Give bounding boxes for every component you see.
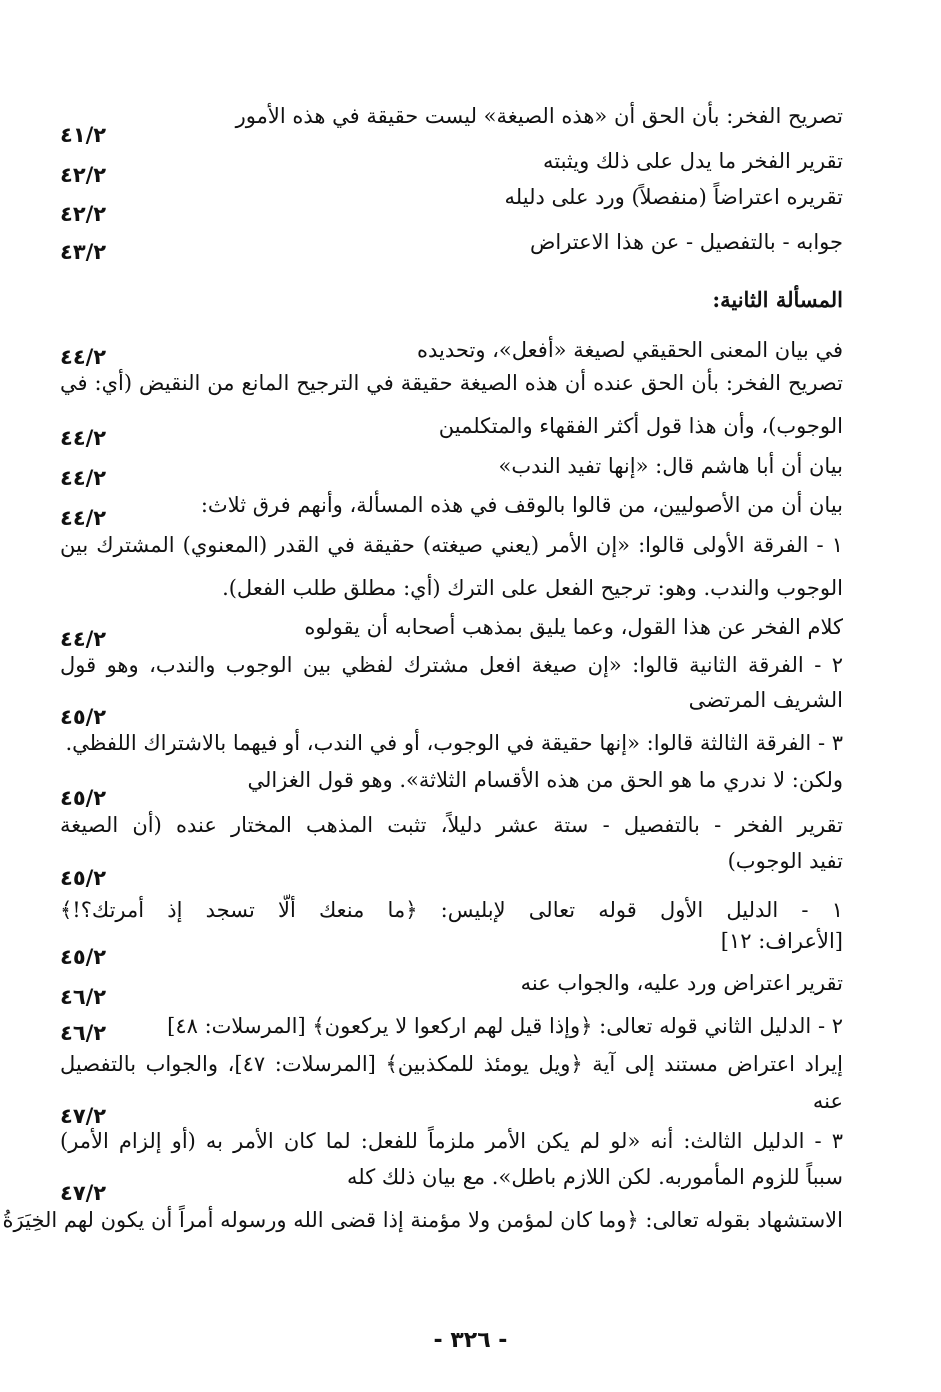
page-reference: ٤١/٢: [60, 123, 107, 147]
page-reference: ٤٦/٢: [60, 1021, 107, 1045]
index-entry: الشريف المرتضى: [688, 688, 843, 712]
index-entry: ولكن: لا ندري ما هو الحق من هذه الأقسام الثلاثة». وهو قول الغزالي: [247, 768, 843, 792]
page-reference: ٤٤/٢: [60, 506, 107, 530]
index-entry: ١ - الدليل الأول قوله تعالى لإبليس: ﴿ما منعك ألّا تسجد إذ أمرتك؟!﴾: [60, 898, 843, 922]
page-reference: ٤٥/٢: [60, 945, 107, 969]
section-heading: المسألة الثانية:: [712, 287, 843, 312]
page-reference: ٤٢/٢: [60, 202, 107, 226]
page-reference: ٤٧/٢: [60, 1181, 107, 1205]
index-entry: الاستشهاد بقوله تعالى: ﴿وما كان لمؤمن ولا مؤمنة إذا قضى الله ورسوله أمراً أن يكون لهم الخِيَرَةُ: [2, 1208, 843, 1232]
index-entry: بيان أن من الأصوليين، من قالوا بالوقف في هذه المسألة، وأنهم فرق ثلاث:: [200, 493, 843, 517]
index-entry: ٢ - الفرقة الثانية قالوا: «إن صيغة افعل مشترك لفظي بين الوجوب والندب، وهو قول: [60, 653, 843, 677]
page-reference: ٤٥/٢: [60, 705, 107, 729]
index-entry: تقرير الفخر ما يدل على ذلك ويثبته: [543, 149, 843, 173]
index-entry: في بيان المعنى الحقيقي لصيغة «أفعل»، وتحديده: [417, 338, 843, 362]
index-entry: ٣ - الدليل الثالث: أنه «لو لم يكن الأمر ملزماً للفعل: لما كان الأمر به (أو إلزام الأمر): [60, 1129, 843, 1153]
index-entry: تفيد الوجوب): [727, 849, 843, 873]
page-reference: ٤٢/٢: [60, 163, 107, 187]
index-entry: إيراد اعتراض مستند إلى آية ﴿ويل يومئذ للمكذبين﴾ [المرسلات: ٤٧]، والجواب بالتفصيل: [60, 1052, 843, 1076]
page-reference: ٤٣/٢: [60, 240, 107, 264]
index-entry: ٣ - الفرقة الثالثة قالوا: «إنها حقيقة في الوجوب، أو في الندب، أو فيهما بالاشتراك اللفظي.: [65, 731, 843, 755]
index-entry: تقريره اعتراضاً (منفصلاً) ورد على دليله: [504, 185, 843, 209]
page-reference: ٤٤/٢: [60, 627, 107, 651]
page-reference: ٤٤/٢: [60, 466, 107, 490]
page-reference: ٤٤/٢: [60, 345, 107, 369]
page-reference: ٤٤/٢: [60, 426, 107, 450]
page-reference: ٤٧/٢: [60, 1104, 107, 1128]
index-entry: كلام الفخر عن هذا القول، وعما يليق بمذهب أصحابه أن يقولوه: [304, 615, 843, 639]
index-entry: تقرير الفخر - بالتفصيل - ستة عشر دليلاً، تثبت المذهب المختار عنده (أن الصيغة: [60, 813, 843, 837]
index-entry: تقرير اعتراض ورد عليه، والجواب عنه: [520, 971, 843, 995]
page-reference: ٤٥/٢: [60, 786, 107, 810]
index-entry: ٢ - الدليل الثاني قوله تعالى: ﴿وإذا قيل لهم اركعوا لا يركعون﴾ [المرسلات: ٤٨]: [167, 1014, 843, 1038]
index-entry: عنه: [812, 1089, 843, 1113]
index-entry: جوابه - بالتفصيل - عن هذا الاعتراض: [529, 230, 843, 254]
page-number: - ٣٢٦ -: [433, 1328, 508, 1353]
index-entry: بيان أن أبا هاشم قال: «إنها تفيد الندب»: [498, 454, 843, 478]
index-entry: تصريح الفخر: بأن الحق عنده أن هذه الصيغة حقيقة في الترجيح المانع من النقيض (أي: في: [60, 371, 843, 395]
page-reference: ٤٥/٢: [60, 866, 107, 890]
index-entry: تصريح الفخر: بأن الحق أن «هذه الصيغة» ليست حقيقة في هذه الأمور: [235, 104, 843, 128]
index-entry: [الأعراف: ١٢]: [720, 929, 843, 953]
index-entry: الوجوب والندب. وهو: ترجيح الفعل على الترك (أي: مطلق طلب الفعل).: [222, 576, 843, 600]
index-entry: سبباً للزوم المأموربه. لكن اللازم باطل». مع بيان ذلك كله: [347, 1165, 843, 1189]
index-entry: الوجوب)، وأن هذا قول أكثر الفقهاء والمتكلمين: [438, 414, 843, 438]
page-reference: ٤٦/٢: [60, 985, 107, 1009]
index-entry: ١ - الفرقة الأولى قالوا: «إن الأمر (يعني صيغته) حقيقة في القدر (المعنوي) المشترك بين: [60, 533, 843, 557]
